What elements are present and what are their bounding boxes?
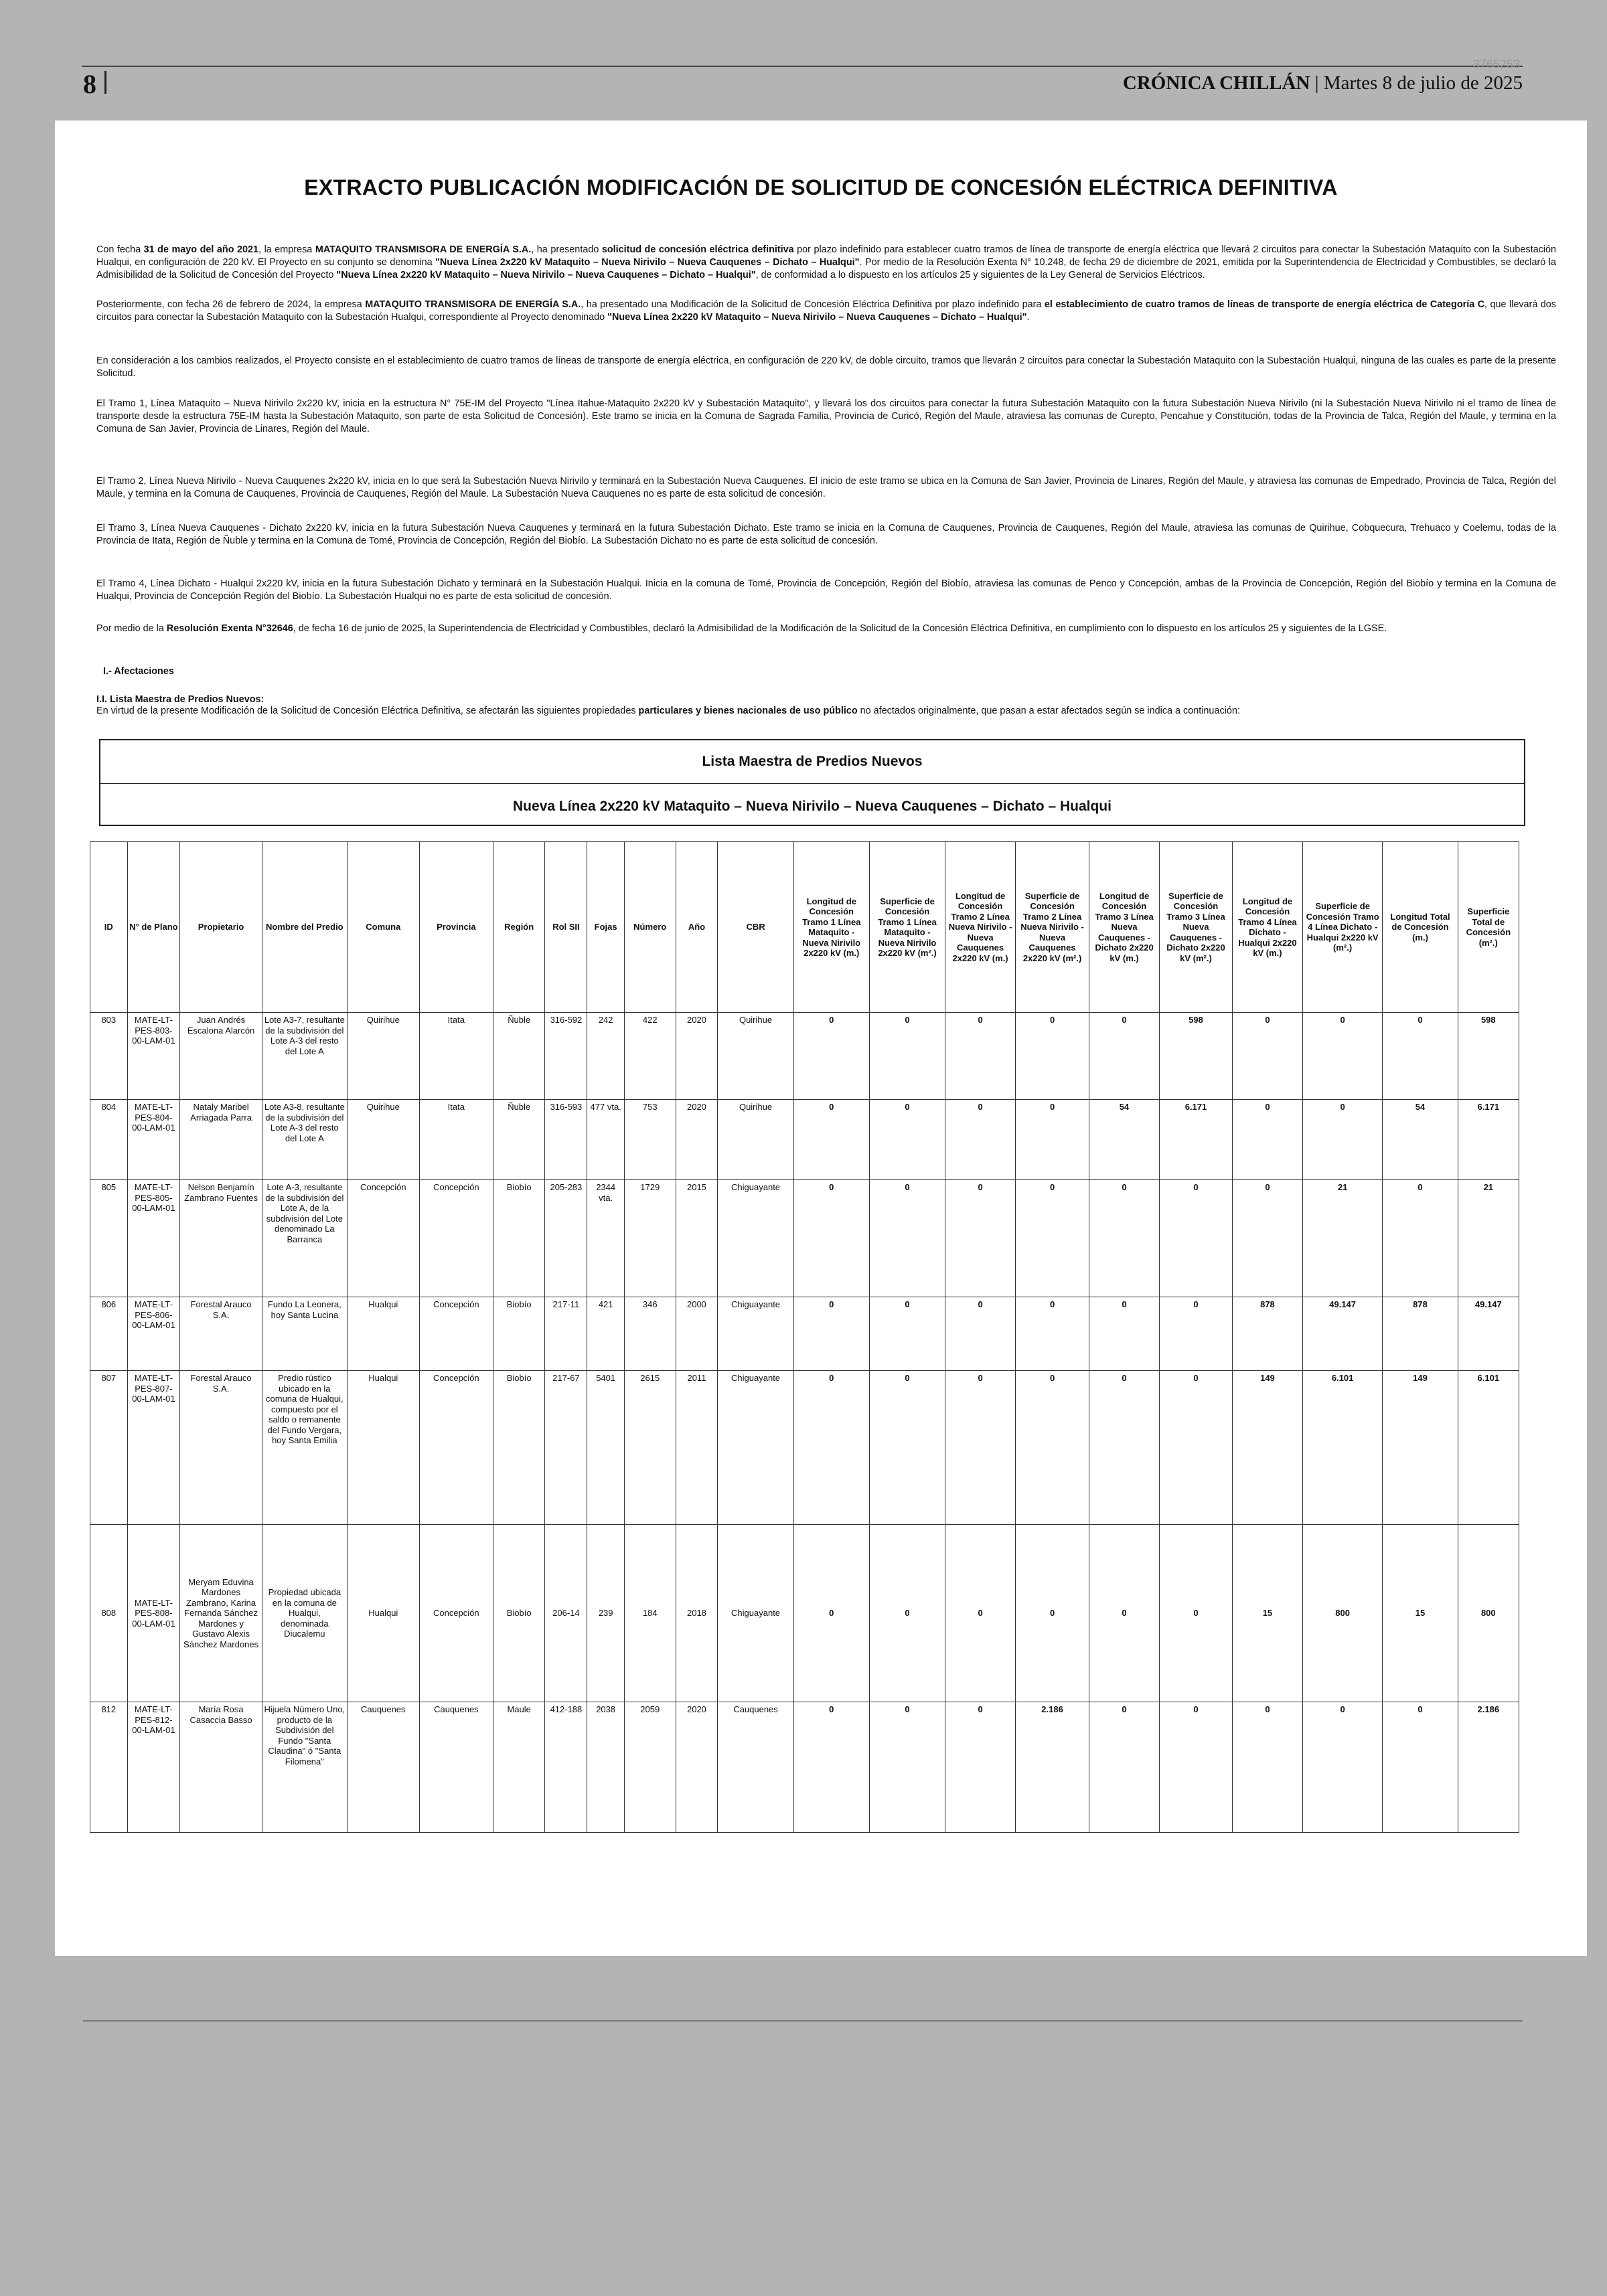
paragraph-6: El Tramo 3, Línea Nueva Cauquenes - Dichato 2x220 kV, inicia en la futura Subestación Nueva Cauquenes y terminará en la futura Subestación Dichato. Este tramo se inicia en la Comuna de Cauquenes, Provincia de Cauquenes, Región del Maule, atraviesa las comunas de Quirihue, Cobquecura, Trehuaco y Coelemu, todas de la Provincia de Itata, Región de Ñuble y termina en la Comuna de Tomé, Provincia de Concepción, Región del Biobío. La Subestación Dichato no es parte de esta solicitud de concesión. bbox=[96, 523, 1556, 546]
table-cell: 0 bbox=[945, 1525, 1016, 1702]
table-cell: 878 bbox=[1383, 1297, 1458, 1371]
column-header: Comuna bbox=[347, 842, 419, 1013]
table-cell: 0 bbox=[945, 1702, 1016, 1833]
table-cell: Chiguayante bbox=[718, 1297, 793, 1371]
table-cell: Cauquenes bbox=[419, 1702, 493, 1833]
table-cell: Cauquenes bbox=[347, 1702, 419, 1833]
table-cell: 316-592 bbox=[545, 1013, 587, 1100]
table-cell: Ñuble bbox=[493, 1100, 545, 1180]
table-cell: 0 bbox=[1233, 1013, 1303, 1100]
table-subtitle: Nueva Línea 2x220 kV Mataquito – Nueva Nirivilo – Nueva Cauquenes – Dichato – Hualqui bbox=[513, 799, 1112, 814]
table-cell: 0 bbox=[1016, 1180, 1089, 1297]
table-cell: 0 bbox=[1383, 1180, 1458, 1297]
issue-date: Martes 8 de julio de 2025 bbox=[1323, 72, 1523, 94]
table-cell: Biobío bbox=[493, 1297, 545, 1371]
table-row bbox=[90, 1297, 1519, 1371]
paragraph-2 bbox=[96, 299, 1556, 324]
table-cell: 0 bbox=[945, 1180, 1016, 1297]
column-header: Longitud de Concesión Tramo 1 Línea Mataquito - Nueva Nirivilo 2x220 kV (m.) bbox=[793, 842, 869, 1013]
table-cell: Cauquenes bbox=[718, 1702, 793, 1833]
table-row bbox=[90, 1702, 1519, 1833]
table-cell: 2615 bbox=[624, 1371, 676, 1525]
masthead bbox=[1123, 72, 1523, 94]
table-cell: 0 bbox=[1016, 1525, 1089, 1702]
table-cell: Quirihue bbox=[718, 1100, 793, 1180]
stamp-number: 3765253 bbox=[1472, 58, 1520, 71]
table-cell: 0 bbox=[1233, 1180, 1303, 1297]
table-cell: 0 bbox=[1016, 1297, 1089, 1371]
table-cell: 2020 bbox=[676, 1100, 718, 1180]
column-header: Longitud de Concesión Tramo 4 Línea Dichato - Hualqui 2x220 kV (m.) bbox=[1233, 842, 1303, 1013]
column-header: Superficie de Concesión Tramo 1 Línea Mataquito - Nueva Nirivilo 2x220 kV (m².) bbox=[869, 842, 945, 1013]
table-cell: 0 bbox=[1089, 1525, 1160, 1702]
column-header: Superficie de Concesión Tramo 4 Línea Dichato - Hualqui 2x220 kV (m².) bbox=[1302, 842, 1383, 1013]
text-run: . Por medio de la Resolución Exenta N° 10.248, de fecha 29 de diciembre de 2021, emitida por la Superintendencia de Electricidad y Combustibles, se declaró la Admisibilidad de la Solicitud de Concesión del Proyecto bbox=[96, 257, 1556, 280]
table-cell: 2.186 bbox=[1016, 1702, 1089, 1833]
table-cell: 0 bbox=[945, 1297, 1016, 1371]
emphasis: el establecimiento de cuatro tramos de líneas de transporte de energía eléctrica de Categoría C bbox=[1044, 299, 1485, 310]
table-cell: 812 bbox=[90, 1702, 128, 1833]
table-cell: 412-188 bbox=[545, 1702, 587, 1833]
table-cell: MATE-LT-PES-804-00-LAM-01 bbox=[127, 1100, 180, 1180]
notice-title: EXTRACTO PUBLICACIÓN MODIFICACIÓN DE SOLICITUD DE CONCESIÓN ELÉCTRICA DEFINITIVA bbox=[304, 175, 1338, 199]
column-header: Propietario bbox=[180, 842, 262, 1013]
table-cell: Nelson Benjamín Zambrano Fuentes bbox=[180, 1180, 262, 1297]
table-cell: 2015 bbox=[676, 1180, 718, 1297]
table-cell: MATE-LT-PES-807-00-LAM-01 bbox=[127, 1371, 180, 1525]
table-cell: Maule bbox=[493, 1702, 545, 1833]
table-cell: 0 bbox=[1089, 1297, 1160, 1371]
table-cell: Quirihue bbox=[347, 1100, 419, 1180]
column-header: Provincia bbox=[419, 842, 493, 1013]
table-cell: 15 bbox=[1233, 1525, 1303, 1702]
table-cell: Chiguayante bbox=[718, 1371, 793, 1525]
table-row bbox=[90, 1013, 1519, 1100]
table-cell: 0 bbox=[945, 1100, 1016, 1180]
table-cell: 21 bbox=[1302, 1180, 1383, 1297]
table-cell: 0 bbox=[1016, 1371, 1089, 1525]
table-cell: 0 bbox=[793, 1297, 869, 1371]
table-cell: 49.147 bbox=[1458, 1297, 1519, 1371]
table-cell: 6.171 bbox=[1159, 1100, 1232, 1180]
emphasis: MATAQUITO TRANSMISORA DE ENERGÍA S.A. bbox=[365, 299, 581, 310]
paragraph-3: En consideración a los cambios realizados, el Proyecto consiste en el establecimiento de cuatro tramos de líneas de transporte de energía eléctrica, en configuración de 220 kV, de doble circuito, tramos que llevarán 2 circuitos para conectar la Subestación Mataquito con la Subestación Hualqui, ninguna de las cuales es parte de la presente Solicitud. bbox=[96, 355, 1556, 379]
table-cell: Biobío bbox=[493, 1180, 545, 1297]
table-cell: 5401 bbox=[587, 1371, 625, 1525]
table-cell: 0 bbox=[1089, 1702, 1160, 1833]
table-cell: Lote A3-8, resultante de la subdivisión del Lote A-3 del resto del Lote A bbox=[262, 1100, 347, 1180]
paragraph-4: El Tramo 1, Línea Mataquito – Nueva Nirivilo 2x220 kV, inicia en la estructura N° 75E-IM del Proyecto "Línea Itahue-Mataquito 2x220 kV y Subestación Mataquito", y llevará los dos circuitos para conectar la futura Subestación Mataquito con la futura Subestación Nueva Nirivilo (ni la Subestación Nueva Nirivilo ni el tramo de línea de transporte desde la estructura 75E-IM hasta la Subestación Mataquito, son parte de esta Solicitud de Concesión). Este tramo se inicia en la Comuna de Sagrada Familia, Provincia de Curicó, Región del Maule, atraviesa las comunas de Curepto, Pencahue y Constitución, todas de la Provincia de Talca, Región del Maule, y termina en la Comuna de San Javier, Provincia de Linares, Región del Maule. bbox=[96, 398, 1556, 434]
table-cell: 0 bbox=[1233, 1702, 1303, 1833]
table-cell: 0 bbox=[1089, 1180, 1160, 1297]
table-cell: 0 bbox=[945, 1013, 1016, 1100]
column-header: Superficie de Concesión Tramo 2 Línea Nueva Nirivilo - Nueva Cauquenes 2x220 kV (m².) bbox=[1016, 842, 1089, 1013]
table-cell: 0 bbox=[793, 1013, 869, 1100]
table-cell: 1729 bbox=[624, 1180, 676, 1297]
table-cell: 0 bbox=[1233, 1100, 1303, 1180]
emphasis: "Nueva Línea 2x220 kV Mataquito – Nueva Nirivilo – Nueva Cauquenes – Dichato – Hualqui" bbox=[435, 257, 860, 268]
table-cell: 598 bbox=[1458, 1013, 1519, 1100]
table-cell: 217-67 bbox=[545, 1371, 587, 1525]
table-cell: 0 bbox=[869, 1371, 945, 1525]
table-cell: 808 bbox=[90, 1525, 128, 1702]
column-header: Longitud Total de Concesión (m.) bbox=[1383, 842, 1458, 1013]
table-cell: Fundo La Leonera, hoy Santa Lucina bbox=[262, 1297, 347, 1371]
table-cell: MATE-LT-PES-803-00-LAM-01 bbox=[127, 1013, 180, 1100]
emphasis: "Nueva Línea 2x220 kV Mataquito – Nueva Nirivilo – Nueva Cauquenes – Dichato – Hualqui" bbox=[607, 312, 1027, 323]
table-cell: 54 bbox=[1383, 1100, 1458, 1180]
table-cell: Propiedad ubicada en la comuna de Hualqui, denominada Diucalemu bbox=[262, 1525, 347, 1702]
table-cell: 2059 bbox=[624, 1702, 676, 1833]
table-row bbox=[90, 1371, 1519, 1525]
table-cell: 2020 bbox=[676, 1013, 718, 1100]
table-cell: 6.101 bbox=[1302, 1371, 1383, 1525]
table-cell: 0 bbox=[1302, 1702, 1383, 1833]
column-header: Año bbox=[676, 842, 718, 1013]
newspaper-brand: CRÓNICA CHILLÁN bbox=[1122, 72, 1310, 94]
emphasis: Resolución Exenta N°32646 bbox=[166, 623, 293, 634]
column-header: Rol SII bbox=[545, 842, 587, 1013]
table-cell: 149 bbox=[1383, 1371, 1458, 1525]
table-cell: 0 bbox=[1089, 1371, 1160, 1525]
text-run: por plazo indefinido para establecer cuatro tramos de línea de transporte de energía eléctrica que llevará 2 circuitos para conectar la Subestación Mataquito con la Subestación Hualqui, en configuración de 220 kV. El Proyecto en su conjunto se denomina bbox=[96, 244, 1557, 268]
table-cell: Forestal Arauco S.A. bbox=[180, 1297, 262, 1371]
table-cell: 806 bbox=[90, 1297, 128, 1371]
table-cell: Hualqui bbox=[347, 1297, 419, 1371]
table-cell: 2011 bbox=[676, 1371, 718, 1525]
text-run: , ha presentado una Modificación de la Solicitud de Concesión Eléctrica Definitiva por plazo indefinido para bbox=[581, 299, 1045, 310]
table-cell: 0 bbox=[793, 1100, 869, 1180]
column-header: CBR bbox=[718, 842, 793, 1013]
table-cell: 0 bbox=[1383, 1013, 1458, 1100]
text-run: , ha presentado bbox=[531, 244, 602, 255]
table-cell: 242 bbox=[587, 1013, 625, 1100]
table-cell: 2000 bbox=[676, 1297, 718, 1371]
text-run: En virtud de la presente Modificación de la Solicitud de Concesión Eléctrica Definitiva, se afectarán las siguientes propiedades bbox=[96, 706, 639, 716]
table-cell: Meryam Eduvina Mardones Zambrano, Karina Fernanda Sánchez Mardones y Gustavo Alexis Sánchez Mardones bbox=[180, 1525, 262, 1702]
table-cell: 21 bbox=[1458, 1180, 1519, 1297]
table-cell: 0 bbox=[793, 1371, 869, 1525]
text-run: , de fecha 16 de junio de 2025, la Superintendencia de Electricidad y Combustibles, declaró la Admisibilidad de la Modificación de la Solicitud de la Concesión Eléctrica Definitiva, en cumplimiento con lo dispuesto en los artículos 25 y siguientes de la LGSE. bbox=[293, 623, 1387, 634]
table-cell: 15 bbox=[1383, 1525, 1458, 1702]
table-cell: Chiguayante bbox=[718, 1525, 793, 1702]
table-title-divider bbox=[100, 783, 1524, 784]
table-cell: 346 bbox=[624, 1297, 676, 1371]
table-cell: Itata bbox=[419, 1100, 493, 1180]
table-cell: 800 bbox=[1458, 1525, 1519, 1702]
table-cell: 2018 bbox=[676, 1525, 718, 1702]
table-title-box bbox=[99, 739, 1525, 826]
page-number: 8 bbox=[83, 69, 96, 99]
table-cell: 2344 vta. bbox=[587, 1180, 625, 1297]
table-cell: Concepción bbox=[419, 1525, 493, 1702]
table-cell: 0 bbox=[1016, 1013, 1089, 1100]
table-row bbox=[90, 1100, 1519, 1180]
table-cell: MATE-LT-PES-806-00-LAM-01 bbox=[127, 1297, 180, 1371]
paragraph-8 bbox=[96, 623, 1556, 635]
table-cell: 217-11 bbox=[545, 1297, 587, 1371]
table-cell: 422 bbox=[624, 1013, 676, 1100]
table-cell: 6.171 bbox=[1458, 1100, 1519, 1180]
table-cell: Lote A3-7, resultante de la subdivisión del Lote A-3 del resto del Lote A bbox=[262, 1013, 347, 1100]
table-title: Lista Maestra de Predios Nuevos bbox=[702, 754, 923, 769]
table-row bbox=[90, 1180, 1519, 1297]
page-number-divider bbox=[104, 71, 106, 94]
paragraph-1 bbox=[96, 244, 1556, 282]
table-cell: 800 bbox=[1302, 1525, 1383, 1702]
table-cell: Predio rústico ubicado en la comuna de Hualqui, compuesto por el saldo o remanente del Fundo Vergara, hoy Santa Emilia bbox=[262, 1371, 347, 1525]
notice-sheet bbox=[55, 120, 1587, 1956]
table-cell: 0 bbox=[869, 1100, 945, 1180]
table-cell: MATE-LT-PES-812-00-LAM-01 bbox=[127, 1702, 180, 1833]
table-cell: 0 bbox=[869, 1180, 945, 1297]
column-header: Número bbox=[624, 842, 676, 1013]
table-cell: 807 bbox=[90, 1371, 128, 1525]
table-cell: Biobío bbox=[493, 1371, 545, 1525]
paragraph-5: El Tramo 2, Línea Nueva Nirivilo - Nueva Cauquenes 2x220 kV, inicia en lo que será la Subestación Nueva Nirivilo y terminará en la Subestación Nueva Cauquenes. El inicio de este tramo se ubica en la Comuna de San Javier, Provincia de Linares, Región del Maule, y atraviesa las comunas de Empedrado, Provincia de Talca, Región del Maule, y termina en la Comuna de Cauquenes, Provincia de Cauquenes, Región del Maule. La Subestación Nueva Cauquenes no es parte de esta solicitud de concesión. bbox=[96, 476, 1556, 499]
emphasis: particulares y bienes nacionales de uso público bbox=[638, 706, 858, 716]
text-run: no afectados originalmente, que pasan a estar afectados según se indica a continuación: bbox=[857, 706, 1240, 716]
table-cell: Concepción bbox=[419, 1297, 493, 1371]
table-cell: Chiguayante bbox=[718, 1180, 793, 1297]
table-cell: Quirihue bbox=[718, 1013, 793, 1100]
emphasis: solicitud de concesión eléctrica definitiva bbox=[601, 244, 794, 255]
table-cell: 477 vta. bbox=[587, 1100, 625, 1180]
masthead-separator: | bbox=[1314, 72, 1324, 94]
table-cell: María Rosa Casaccia Basso bbox=[180, 1702, 262, 1833]
table-cell: 805 bbox=[90, 1180, 128, 1297]
table-cell: 0 bbox=[1159, 1371, 1232, 1525]
table-cell: 205-283 bbox=[545, 1180, 587, 1297]
text-run: , la empresa bbox=[258, 244, 315, 255]
table-cell: MATE-LT-PES-805-00-LAM-01 bbox=[127, 1180, 180, 1297]
predios-table bbox=[90, 841, 1519, 1833]
table-cell: 0 bbox=[1383, 1702, 1458, 1833]
table-cell: 0 bbox=[793, 1180, 869, 1297]
text-run: Con fecha bbox=[96, 244, 144, 255]
text-run: Posteriormente, con fecha 26 de febrero de 2024, la empresa bbox=[96, 299, 366, 310]
table-cell: 0 bbox=[1159, 1180, 1232, 1297]
column-header: Nombre del Predio bbox=[262, 842, 347, 1013]
table-cell: Forestal Arauco S.A. bbox=[180, 1371, 262, 1525]
column-header: ID bbox=[90, 842, 128, 1013]
bottom-rule bbox=[83, 2020, 1523, 2022]
column-header: Fojas bbox=[587, 842, 625, 1013]
column-header: N° de Plano bbox=[127, 842, 180, 1013]
table-cell: 804 bbox=[90, 1100, 128, 1180]
section-label: I.- Afectaciones bbox=[103, 666, 174, 677]
table-cell: 239 bbox=[587, 1525, 625, 1702]
table-cell: Quirihue bbox=[347, 1013, 419, 1100]
table-cell: 0 bbox=[1159, 1297, 1232, 1371]
column-header: Longitud de Concesión Tramo 3 Línea Nueva Cauquenes - Dichato 2x220 kV (m.) bbox=[1089, 842, 1160, 1013]
table-cell: 0 bbox=[1159, 1525, 1232, 1702]
table-cell: Biobío bbox=[493, 1525, 545, 1702]
table-header-row bbox=[90, 842, 1519, 1013]
top-rule bbox=[82, 66, 1523, 67]
table-cell: 0 bbox=[793, 1702, 869, 1833]
emphasis: MATAQUITO TRANSMISORA DE ENERGÍA S.A. bbox=[315, 244, 532, 255]
table-cell: 2020 bbox=[676, 1702, 718, 1833]
emphasis: 31 de mayo del año 2021 bbox=[143, 244, 259, 255]
table-cell: 0 bbox=[1159, 1702, 1232, 1833]
table-cell: 0 bbox=[1016, 1100, 1089, 1180]
table-row bbox=[90, 1525, 1519, 1702]
text-run: , que llevará dos circuitos para conectar la Subestación Mataquito con la Subestación Hualqui, correspondiente al Proyecto denominado bbox=[96, 299, 1556, 323]
table-cell: 0 bbox=[1302, 1100, 1383, 1180]
table-cell: 0 bbox=[869, 1702, 945, 1833]
paragraph-7: El Tramo 4, Línea Dichato - Hualqui 2x220 kV, inicia en la futura Subestación Dichato y terminará en la Subestación Hualqui. Inicia en la comuna de Tomé, Provincia de Concepción, Región del Biobío, atraviesa las comunas de Penco y Concepción, ambas de la Provincia de Concepción, Región del Biobío y termina en la Comuna de Hualqui, Provincia de Concepción Región del Biobío. La Subestación Hualqui no es parte de esta solicitud de concesión. bbox=[96, 578, 1556, 602]
subsection-label: I.I. Lista Maestra de Predios Nuevos: bbox=[96, 694, 264, 705]
table-cell: 0 bbox=[869, 1013, 945, 1100]
table-cell: Concepción bbox=[419, 1371, 493, 1525]
paragraph-9 bbox=[96, 705, 1556, 718]
table-cell: 0 bbox=[1302, 1013, 1383, 1100]
table-cell: Nataly Maribel Arriagada Parra bbox=[180, 1100, 262, 1180]
table-cell: 803 bbox=[90, 1013, 128, 1100]
text-run: , de conformidad a lo dispuesto en los artículos 25 y siguientes de la Ley General de Servicios Eléctricos. bbox=[755, 270, 1205, 280]
table-cell: Juan Andrés Escalona Alarcón bbox=[180, 1013, 262, 1100]
table-cell: 6.101 bbox=[1458, 1371, 1519, 1525]
table-cell: Lote A-3, resultante de la subdivisión del Lote A, de la subdivisión del Lote denominado La Barranca bbox=[262, 1180, 347, 1297]
table-cell: Concepción bbox=[347, 1180, 419, 1297]
column-header: Superficie Total de Concesión (m².) bbox=[1458, 842, 1519, 1013]
table-cell: 316-593 bbox=[545, 1100, 587, 1180]
table-cell: 206-14 bbox=[545, 1525, 587, 1702]
table-cell: Itata bbox=[419, 1013, 493, 1100]
table-cell: MATE-LT-PES-808-00-LAM-01 bbox=[127, 1525, 180, 1702]
column-header: Superficie de Concesión Tramo 3 Línea Nueva Cauquenes - Dichato 2x220 kV (m².) bbox=[1159, 842, 1232, 1013]
table-cell: 0 bbox=[945, 1371, 1016, 1525]
table-cell: 49.147 bbox=[1302, 1297, 1383, 1371]
table-cell: 0 bbox=[1089, 1013, 1160, 1100]
column-header: Región bbox=[493, 842, 545, 1013]
emphasis: "Nueva Línea 2x220 kV Mataquito – Nueva Nirivilo – Nueva Cauquenes – Dichato – Hualqui" bbox=[336, 270, 756, 280]
table-cell: 0 bbox=[869, 1525, 945, 1702]
table-cell: Hualqui bbox=[347, 1525, 419, 1702]
table-cell: 2038 bbox=[587, 1702, 625, 1833]
table-cell: 184 bbox=[624, 1525, 676, 1702]
table-cell: Ñuble bbox=[493, 1013, 545, 1100]
table-cell: 878 bbox=[1233, 1297, 1303, 1371]
table-cell: Hualqui bbox=[347, 1371, 419, 1525]
text-run: . bbox=[1026, 312, 1030, 323]
table-cell: 421 bbox=[587, 1297, 625, 1371]
table-cell: 149 bbox=[1233, 1371, 1303, 1525]
table-cell: 753 bbox=[624, 1100, 676, 1180]
text-run: Por medio de la bbox=[96, 623, 167, 634]
table-cell: 0 bbox=[869, 1297, 945, 1371]
table-cell: Concepción bbox=[419, 1180, 493, 1297]
column-header: Longitud de Concesión Tramo 2 Línea Nueva Nirivilo - Nueva Cauquenes 2x220 kV (m.) bbox=[945, 842, 1016, 1013]
table-cell: 2.186 bbox=[1458, 1702, 1519, 1833]
table-cell: Hijuela Número Uno, producto de la Subdivisión del Fundo "Santa Claudina" ó "Santa Filomena" bbox=[262, 1702, 347, 1833]
table-cell: 598 bbox=[1159, 1013, 1232, 1100]
table-cell: 0 bbox=[793, 1525, 869, 1702]
table-cell: 54 bbox=[1089, 1100, 1160, 1180]
